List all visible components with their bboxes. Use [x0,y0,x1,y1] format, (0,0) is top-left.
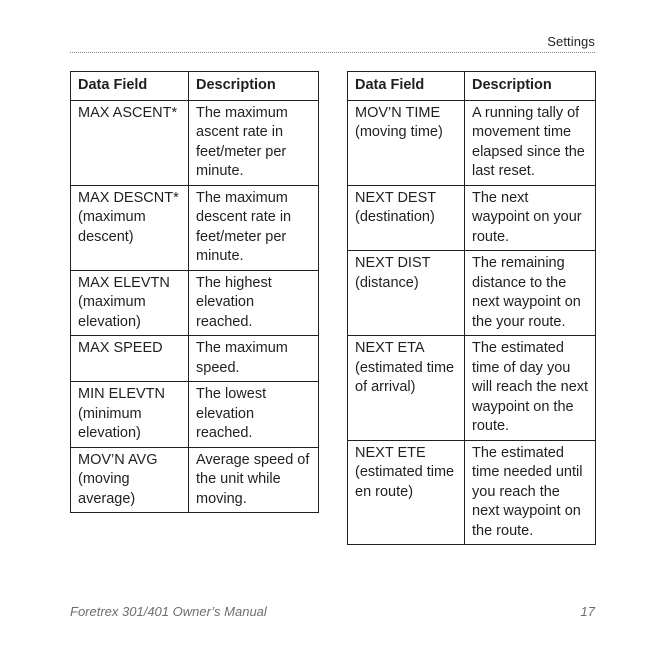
data-field-cell: MOV’N AVG (moving average) [71,447,189,513]
manual-title: Foretrex 301/401 Owner’s Manual [70,604,267,619]
column-header-data-field: Data Field [71,72,189,101]
table-header-row [71,72,319,101]
data-field-cell: MAX SPEED [71,336,189,382]
column-header-data-field: Data Field [348,72,465,101]
description-cell: The remaining distance to the next waypoint on the your route. [465,251,596,336]
data-field-cell: NEXT DIST (distance) [348,251,465,336]
description-cell: The estimated time of day you will reach the next waypoint on the route. [465,336,596,441]
table-row [348,336,596,441]
description-cell: The lowest elevation reached. [189,382,319,448]
table-row [348,440,596,545]
description-cell: The maximum ascent rate in feet/meter per minute. [189,100,319,185]
section-title: Settings [547,34,595,49]
data-field-cell: MAX ELEVTN (maximum elevation) [71,270,189,336]
table-row [71,336,319,382]
data-field-cell: MIN ELEVTN (minimum elevation) [71,382,189,448]
description-cell: The next waypoint on your route. [465,185,596,251]
table-row [71,447,319,513]
data-field-cell: MAX DESCNT* (maximum descent) [71,185,189,270]
data-fields-table-right [347,71,596,545]
description-cell: A running tally of movement time elapsed since the last reset. [465,100,596,185]
table-row [71,270,319,336]
table-row [348,251,596,336]
description-cell: The estimated time needed until you reach the next waypoint on the route. [465,440,596,545]
table-row [71,100,319,185]
table-row [348,100,596,185]
description-cell: The maximum speed. [189,336,319,382]
table-row [71,382,319,448]
data-field-cell: NEXT ETA (estimated time of arrival) [348,336,465,441]
data-field-cell: NEXT ETE (estimated time en route) [348,440,465,545]
description-cell: The maximum descent rate in feet/meter per minute. [189,185,319,270]
table-row [348,185,596,251]
description-cell: Average speed of the unit while moving. [189,447,319,513]
data-field-cell: MOV’N TIME (moving time) [348,100,465,185]
table-header-row [348,72,596,101]
data-fields-table-left [70,71,319,513]
column-header-description: Description [465,72,596,101]
column-header-description: Description [189,72,319,101]
page-number: 17 [580,604,595,619]
data-field-cell: NEXT DEST (destination) [348,185,465,251]
table-row [71,185,319,270]
header-divider [70,52,595,53]
data-field-cell: MAX ASCENT* [71,100,189,185]
description-cell: The highest elevation reached. [189,270,319,336]
